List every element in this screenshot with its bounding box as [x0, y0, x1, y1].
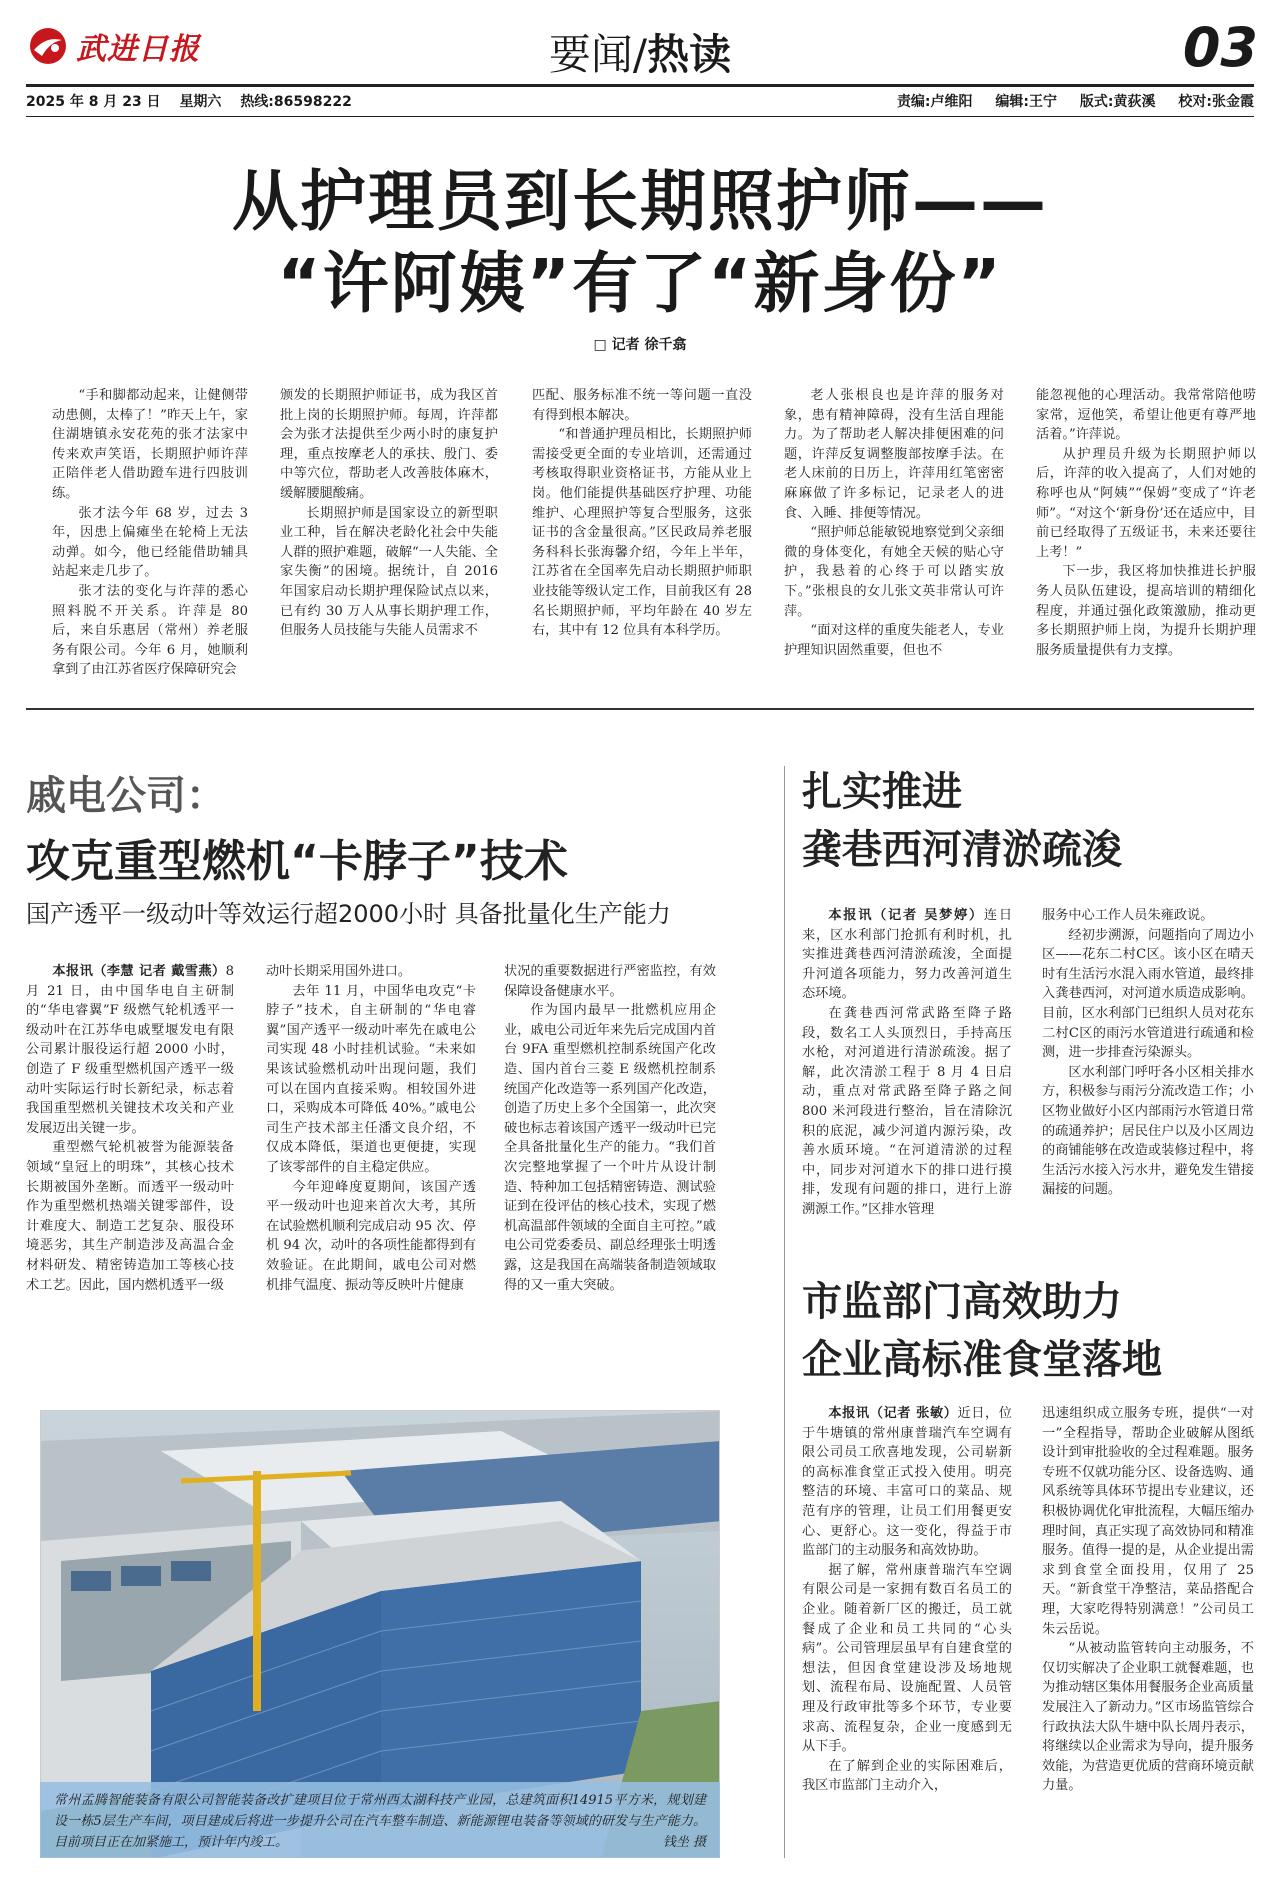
- paragraph: 张才法今年 68 岁，过去 3 年，因患上偏瘫坐在轮椅上无法动弹。如今，他已经能借助辅具站起来走几步了。: [52, 505, 248, 580]
- paragraph: 据了解，常州康普瑞汽车空调有限公司是一家拥有数百名员工的企业。随着新厂区的搬迁，员工就餐成了企业和员工共同的“心头病”。公司管理层虽早有自建食堂的想法，但因食堂建设涉及场地规划、流程布局、设施配置、人员管理及行政审批等多个环节，专业要求高、流程复杂，企业一度感到无从下手。: [802, 1562, 1012, 1755]
- article1-col-1: [52, 386, 248, 680]
- photo-caption-text: 常州孟腾智能装备有限公司智能装备改扩建项目位于常州西太湖科技产业园，总建筑面积14915平方米，规划建设一栋5层生产车间，项目建成后将进一步提升公司在汽车整车制造、新能源锂电装备等领域的研发与生产能力。目前项目正在加紧施工，预计年内竣工。: [54, 1793, 706, 1850]
- paragraph: 老人张根良也是许萍的服务对象，患有精神障碍，没有生活自理能力。为了帮助老人解决排便困难的问题，许萍反复调整腹部按摩手法。在老人床前的日历上，许萍用红笔密密麻麻做了许多标记，记录老人的进食、入睡、排便等情况。: [784, 388, 1004, 521]
- paragraph: 张才法的变化与许萍的悉心照料脱不开关系。许萍是 80 后，来自乐惠居（常州）养老服务有限公司。今年 6 月，她顺利拿到了由江苏省医疗保障研究会: [52, 583, 248, 678]
- paragraph: 作为国内最早一批燃机应用企业，戚电公司近年来先后完成国内首台 9FA 重型燃机控制系统国产化改造、国内首台三菱 E 级燃机控制系统国产化改造等一系列国产化改造，创造了历史上多个全国第一，此次突破也标志着该国产透平一级动叶已完全具备批量化生产的能力。“我们首次完整地掌握了一个叶片从设计制造、特种加工包括精密铸造、测试验证到在役评估的核心技术，实现了燃机高温部件领域的全面自主可控。”戚电公司党委委员、副总经理张士明透露，这是我国在高端装备制造领域取得的又一重大突破。: [504, 1003, 716, 1293]
- paragraph: 去年 11 月，中国华电攻克“卡脖子”技术，自主研制的“华电睿翼”国产透平一级动叶率先在戚电公司实现 48 小时挂机试验。“未来如果该试验燃机动叶出现问题，我们可以在国内直接采购。相较国外进口，采购成本可降低 40%。”戚电公司生产技术部主任潘文良介绍，不仅成本降低，渠道也更便捷，实现了该零部件的自主稳定供应。: [266, 983, 476, 1175]
- paragraph: 区水利部门呼吁各小区相关排水方，积极参与雨污分流改造工作；小区物业做好小区内部雨污水管道日常的疏通养护；居民住户以及小区周边的商铺能够在改造或装修过程中，将生活污水接入污水井，避免发生错接漏接的问题。: [1042, 1064, 1254, 1198]
- article1-title-line2: “许阿姨”有了“新身份”: [277, 245, 1003, 322]
- section-divider: [26, 708, 1254, 710]
- paragraph: “面对这样的重度失能老人，专业护理知识固然重要，但也不: [784, 623, 1004, 658]
- article3-title-line1: 扎实推进: [802, 769, 962, 815]
- article1-col-3: [532, 386, 752, 641]
- paragraph: 经初步溯源，问题指向了周边小区——花东二村C区。该小区在晴天时有生活污水混入雨水管道，最终排入龚巷西河，对河道水质造成影响。目前，区水利部门已组织人员对花东二村C区的雨污水管道进行疏通和检测，进一步排查污染源头。: [1042, 927, 1254, 1061]
- paragraph: 今年迎峰度夏期间，该国产透平一级动叶也迎来首次大考，其所在试验燃机顺利完成启动 95 次、停机 94 次，动叶的各项性能都得到有效验证。在此期间，戚电公司对燃机排气温度、振动等反映叶片健康: [266, 1179, 476, 1293]
- issue-date: 2025 年 8 月 23 日: [26, 94, 161, 110]
- paragraph-text: 近日，位于牛塘镇的常州康普瑞汽车空调有限公司员工欣喜地发现，公司崭新的高标准食堂正式投入使用。明亮整洁的环境、丰富可口的菜品、规范有序的管理，让员工们用餐更安心、更舒心。这一变化，得益于市监部门的主动服务和高效协助。: [802, 1406, 1012, 1559]
- paragraph: 重型燃气轮机被誉为能源装备领域“皇冠上的明珠”，其核心技术长期被国外垄断。而透平一级动叶作为重型燃机热端关键零部件，设计难度大、制造工艺复杂、服役环境恶劣，其生产制造涉及高温合金材料研发、精密铸造加工等核心技术工艺。因此，国内燃机透平一级: [26, 1140, 234, 1293]
- section-thin: 要闻/: [548, 30, 648, 79]
- article4-title-line1: 市监部门高效助力: [802, 1279, 1122, 1325]
- article2-subtitle: 国产透平一级动叶等效运行超2000小时 具备批量化生产能力: [26, 900, 671, 928]
- paragraph: 状况的重要数据进行严密监控，有效保障设备健康水平。: [504, 964, 716, 999]
- article4-col-1: [802, 1404, 1012, 1796]
- article2-col-2: [266, 962, 476, 1295]
- article3-col-1: [802, 906, 1012, 1220]
- paragraph: 颁发的长期照护师证书，成为我区首批上岗的长期照护师。每周，许萍都会为张才法提供至少两小时的康复护理，重点按摩老人的承扶、殷门、委中等穴位，帮助老人改善肢体麻木，缓解腰腿酸痛。: [280, 388, 498, 501]
- masthead-rule: [26, 84, 1254, 87]
- paragraph: “从被动监管转向主动服务，不仅切实解决了企业职工就餐难题，也为推动辖区集体用餐服务企业高质量发展注入了新动力。”区市场监管综合行政执法大队牛塘中队长周丹表示，将继续以企业需求为导向，提升服务效能，为营造更优质的营商环境贡献力量。: [1042, 1641, 1254, 1794]
- article1-col-5: [1036, 386, 1256, 660]
- paragraph: 能忽视他的心理活动。我常常陪他唠家常，逗他笑，希望让他更有尊严地活着。”许萍说。: [1036, 388, 1256, 443]
- article2-title-line1: 戚电公司：: [26, 773, 226, 819]
- paragraph-text: 连日来，区水利部门抢抓有利时机，扎实推进龚巷西河清淤疏浚，全面提升河道各项能力，努力改善河道生态环境。: [802, 908, 1013, 1002]
- paragraph: 长期照护师是国家设立的新型职业工种，旨在解决老龄化社会中失能人群的照护难题，破解“一人失能、全家失衡”的困境。据统计，自 2016 年国家启动长期护理保险试点以来，已有约 30 万人从事长期护理工作，但服务人员技能与失能人员需求不: [280, 505, 498, 639]
- paragraph: 服务中心工作人员朱雍政说。: [1042, 908, 1214, 923]
- layout-designer: 版式:黄荻溪: [1079, 94, 1156, 110]
- page-number: 03: [1182, 16, 1258, 79]
- article4-col-2: [1042, 1404, 1254, 1796]
- paragraph: 迅速组织成立服务专班，提供“一对一”全程指导，帮助企业破解从图纸设计到审批验收的全过程难题。服务专班不仅就功能分区、设备选购、通风系统等具体环节提出专业建议，还积极协调优化审批流程，大幅压缩办理时间，真正实现了高效协同和精准服务。值得一提的是，从企业提出需求到食堂全面投用，仅用了 25 天。“新食堂干净整洁，菜品搭配合理，大家吃得特别满意！”公司员工朱云岳说。: [1042, 1406, 1254, 1637]
- photo-caption: [40, 1782, 720, 1858]
- info-bar: [26, 90, 1254, 112]
- article2-col-3: [504, 962, 716, 1295]
- section-title: [0, 22, 1280, 82]
- article2-title-line2: 攻克重型燃机“卡脖子”技术: [26, 836, 568, 887]
- paragraph: “手和脚都动起来，让健侧带动患侧，太棒了！”昨天上午，家住湖塘镇永安花苑的张才法家中传来欢声笑语，长期照护师许萍正陪伴老人借助蹬车进行四肢训练。: [52, 388, 248, 501]
- paragraph: 下一步，我区将加快推进长护服务人员队伍建设，提高培训的精细化程度，并通过强化政策激励，推动更多长期照护师上岗，为提升长期护理服务质量提供有力支撑。: [1036, 564, 1256, 658]
- article1-byline: □ 记者 徐千翕: [593, 337, 687, 353]
- column-divider: [784, 766, 785, 1858]
- hotline: 热线:86598222: [240, 94, 352, 110]
- photo-author: 钱坐 摄: [662, 1835, 706, 1850]
- paragraph: 在了解到企业的实际困难后，我区市监部门主动介入，: [802, 1758, 1012, 1794]
- paragraph: 在龚巷西河常武路至降子路段，数名工人头顶烈日，手持高压水枪，对河道进行清淤疏浚。据了解，此次清淤工程于 8 月 4 日启动，重点对常武路至降子路之间 800 米河段进行整治，旨在清除沉积的底泥，减少河道内源污染，改善水质环境。“在河道清淤的过程中，同步对河道水下的排口进行摸排，发现有问题的排口，进行上游溯源工作。”区排水管理: [802, 1005, 1012, 1217]
- info-rule: [26, 116, 1254, 117]
- article2-lead: 本报讯（李慧 记者 戴雪燕）: [52, 964, 226, 979]
- paragraph-text: 8 月 21 日，由中国华电自主研制的“华电睿翼”F 级燃气轮机透平一级动叶在江苏华电戚墅堰发电有限公司累计服役运行超 2000 小时，创造了 F 级重型燃机国产透平一级动叶实际运行时长新纪录，标志着我国重型燃机关键技术攻关和产业发展迈出关键一步。: [26, 964, 234, 1136]
- editor: 编辑:王宁: [995, 94, 1058, 110]
- proofreader: 校对:张金霞: [1178, 94, 1254, 110]
- section-bold: 热读: [647, 30, 732, 79]
- paragraph: 动叶长期采用国外进口。: [266, 964, 412, 979]
- article4-lead: 本报讯（记者 张敏）: [828, 1406, 958, 1421]
- issue-weekday: 星期六: [179, 94, 222, 110]
- article4-title-line2: 企业高标准食堂落地: [802, 1337, 1162, 1383]
- article3-title-line2: 龚巷西河清淤疏浚: [802, 827, 1122, 873]
- logo-text: 武进日报: [76, 32, 200, 67]
- article1-col-2: [280, 386, 498, 641]
- paragraph: 匹配、服务标准不统一等问题一直没有得到根本解决。: [532, 388, 752, 423]
- article1-title-line1: 从护理员到长期照护师——: [232, 163, 1048, 240]
- paragraph: 从护理员升级为长期照护师以后，许萍的收入提高了，人们对她的称呼也从“阿姨”“保姆”变成了“许老师”。“对这个‘新身份’还在适应中，目前已经取得了五级证书，未来还要往上考！”: [1036, 446, 1256, 560]
- editor-in-charge: 责编:卢维阳: [896, 94, 973, 110]
- article3-lead: 本报讯（记者 吴梦婷）: [828, 908, 984, 923]
- article3-col-2: [1042, 906, 1254, 1200]
- paragraph: “和普通护理员相比，长期照护师需接受更全面的专业培训，还需通过考核取得职业资格证书，方能从业上岗。他们能提供基础医疗护理、功能维护、心理照护等复合型服务，这张证书的含金量很高。”区民政局养老服务科科长张海馨介绍，今年上半年，江苏省在全国率先启动长期照护师职业技能等级认定工作，目前我区有 28 名长期照护师，平均年龄在 40 岁左右，其中有 12 位具有本科学历。: [532, 427, 752, 639]
- paragraph: “照护师总能敏锐地察觉到父亲细微的身体变化，有她全天候的贴心守护，我悬着的心终于可以踏实放下。”张根良的女儿张文英非常认可许萍。: [784, 525, 1004, 619]
- article2-col-1: [26, 962, 234, 1295]
- article1-col-4: [784, 386, 1004, 660]
